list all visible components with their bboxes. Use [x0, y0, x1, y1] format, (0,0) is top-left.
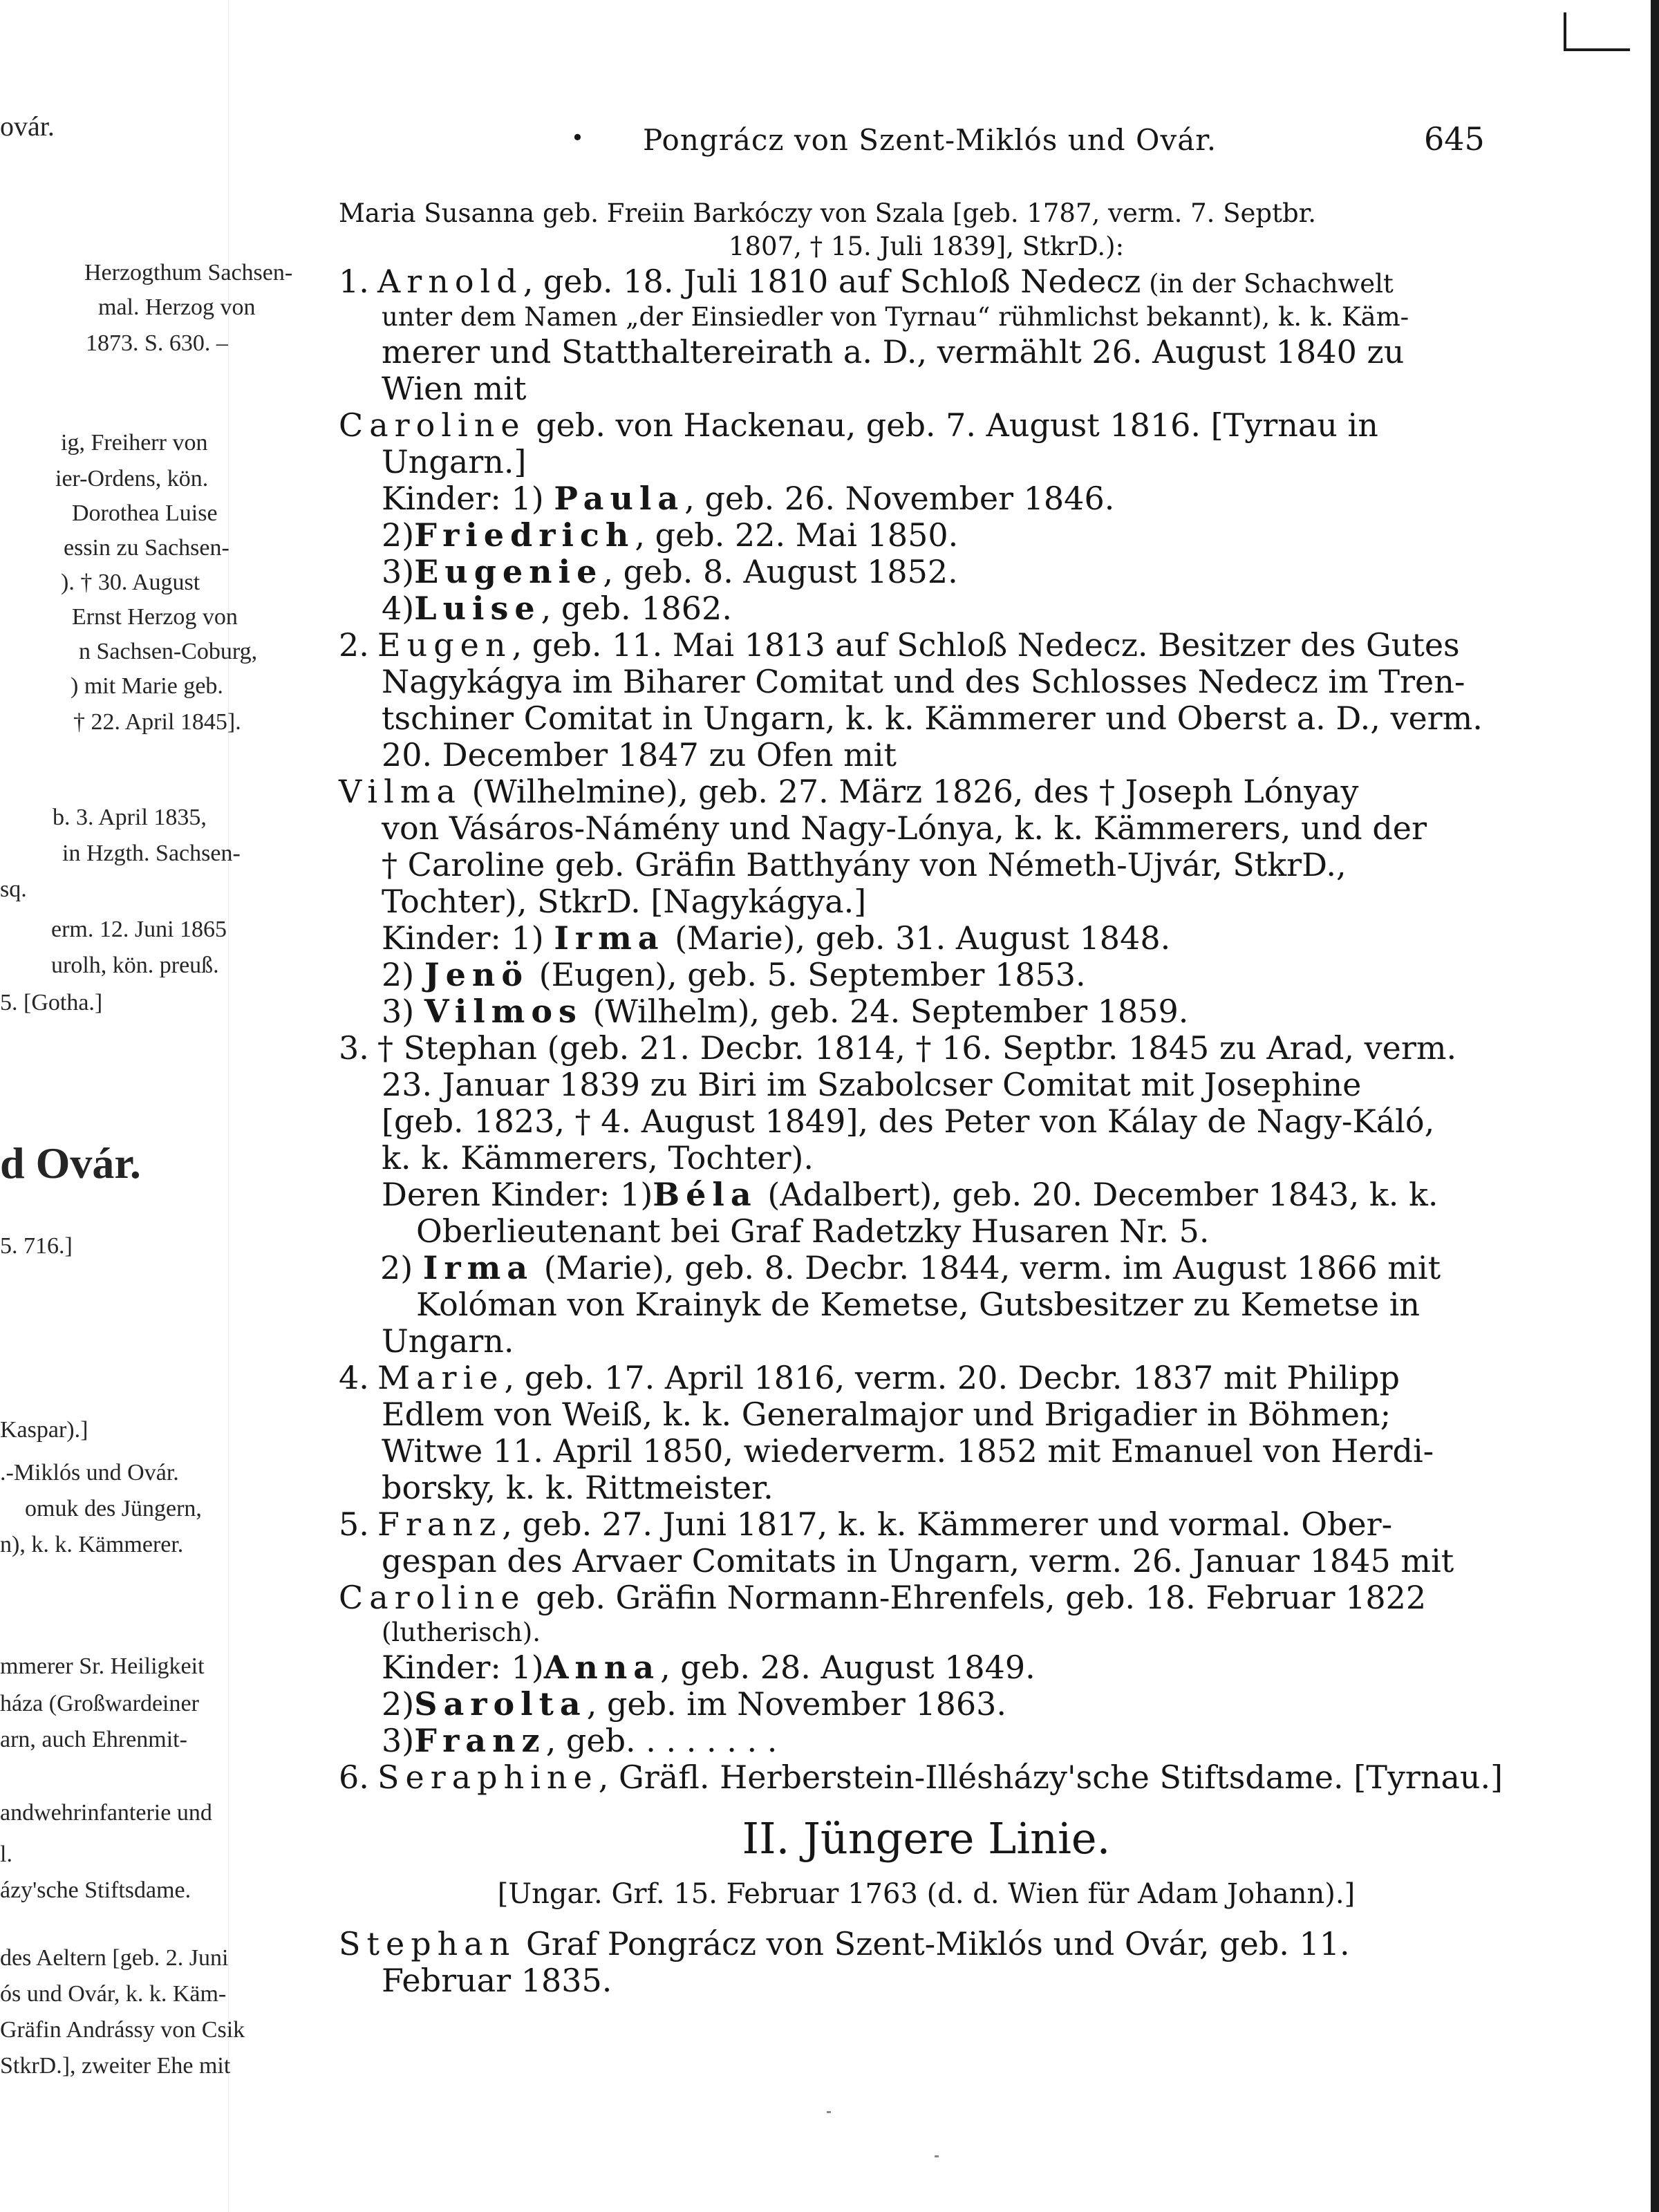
- person-name: Stephan: [339, 1925, 516, 1962]
- spine-text: ovár.: [0, 111, 55, 142]
- kid-number: 1): [511, 480, 544, 517]
- header-mark: •: [571, 124, 584, 151]
- kid-number: 4): [382, 590, 415, 627]
- person-name: Friedrich: [414, 516, 635, 554]
- kid-number: 2): [382, 956, 415, 993]
- text-line: , geb. 27. Juni 1817, k. k. Kämmerer und vormal. Ober-: [502, 1506, 1393, 1543]
- spine-text: b. 3. April 1835,: [53, 805, 207, 830]
- child-entry-6: [339, 1759, 1514, 1796]
- text-line: Tochter), StkrD. [Nagykágya.]: [382, 883, 867, 920]
- page-edge-line: [1564, 48, 1630, 51]
- spine-text: mmerer Sr. Heiligkeit: [0, 1653, 205, 1679]
- child-entry-2: [339, 627, 1514, 664]
- spine-text: † 22. April 1845].: [73, 709, 241, 735]
- child-entry-4: [339, 1360, 1514, 1396]
- running-header: Pongrácz von Szent-Miklós und Ovár.: [643, 123, 1217, 157]
- text-line: (Marie), geb. 8. Decbr. 1844, verm. im August 1866 mit: [534, 1249, 1441, 1286]
- spine-text: ós und Ovár, k. k. Käm-: [0, 1981, 227, 2007]
- spine-text: l.: [0, 1841, 12, 1867]
- text-line: , geb. 18. Juli 1810 auf Schloß Nedecz: [523, 263, 1141, 300]
- text-line: (lutherisch).: [382, 1618, 541, 1647]
- kid-number: 2): [382, 1685, 415, 1723]
- text-line: Kolóman von Krainyk de Kemetse, Gutsbesitzer zu Kemetse in: [416, 1286, 1421, 1323]
- print-speck: [935, 2155, 939, 2157]
- text-line: Oberlieutenant bei Graf Radetzky Husaren Nr. 5.: [416, 1212, 1210, 1250]
- text-line: gespan des Arvaer Comitats in Ungarn, verm. 26. Januar 1845 mit: [382, 1542, 1454, 1580]
- spouse-line: [339, 407, 1514, 444]
- kids-line: [339, 480, 1514, 517]
- text-line: , geb. 11. Mai 1813 auf Schloß Nedecz. Besitzer des Gutes: [512, 626, 1460, 664]
- kid-number: 3): [382, 993, 415, 1030]
- text-line: (Wilhelm), geb. 24. September 1859.: [582, 993, 1189, 1030]
- person-name: Arnold: [377, 263, 523, 300]
- entry-number: 1.: [339, 263, 369, 300]
- kid-number: 1): [511, 1649, 544, 1686]
- text-line: , geb. 26. November 1846.: [684, 480, 1115, 517]
- text-line: (Wilhelmine), geb. 27. März 1826, des † Joseph Lónyay: [461, 773, 1359, 810]
- text-line: von Vásáros-Námény und Nagy-Lónya, k. k. Kämmerers, und der: [382, 809, 1427, 847]
- person-name: Eugen: [377, 626, 512, 664]
- spine-text: 5. 716.]: [0, 1233, 73, 1259]
- adjacent-page-fragment: [0, 0, 293, 2212]
- kids-line: [339, 1686, 1514, 1723]
- spine-text: ) mit Marie geb.: [71, 673, 223, 699]
- kids-line: [339, 1250, 1514, 1286]
- person-name: Caroline: [339, 406, 526, 444]
- person-name: Eugenie: [414, 553, 603, 590]
- spine-text: ig, Freiherr von: [61, 430, 208, 456]
- text-line: 23. Januar 1839 zu Biri im Szabolcser Comitat mit Josephine: [382, 1066, 1362, 1103]
- person-name: Paula: [554, 480, 685, 517]
- text-line: geb. Gräfin Normann-Ehrenfels, geb. 18. Februar 1822: [525, 1579, 1427, 1616]
- text-line: (Eugen), geb. 5. September 1853.: [529, 956, 1086, 993]
- person-name: Caroline: [339, 1579, 526, 1616]
- text-line: geb. von Hackenau, geb. 7. August 1816. [Tyrnau in: [525, 406, 1378, 444]
- spouse-line: [339, 774, 1514, 810]
- spine-text: ier-Ordens, kön.: [55, 466, 209, 491]
- person-name: Franz: [414, 1722, 546, 1759]
- text-line: † Caroline geb. Gräfin Batthyány von Németh-Ujvár, StkrD.,: [382, 846, 1347, 883]
- text-line: 20. December 1847 zu Ofen mit: [382, 736, 897, 774]
- entry-number: 4.: [339, 1359, 369, 1396]
- kids-line: [339, 1177, 1514, 1213]
- kid-number: 3): [382, 1722, 415, 1759]
- text-line: † Stephan (geb. 21. Decbr. 1814, † 16. Septbr. 1845 zu Arad, verm.: [377, 1029, 1457, 1067]
- page-number: 645: [1424, 120, 1485, 158]
- text-line: Graf Pongrácz von Szent-Miklós und Ovár, geb. 11.: [516, 1925, 1350, 1962]
- person-name: Jenö: [424, 956, 529, 993]
- kid-number: 1): [620, 1176, 653, 1213]
- page-edge-shadow: [1651, 0, 1659, 2212]
- spine-text: erm. 12. Juni 1865: [51, 917, 227, 942]
- child-entry-1: [339, 263, 1514, 301]
- spine-text: essin zu Sachsen-: [64, 535, 229, 561]
- page-edge-line: [1564, 12, 1566, 51]
- person-name: Béla: [653, 1176, 758, 1213]
- entry-number: 6.: [339, 1759, 369, 1796]
- text-line: , geb. 1862.: [541, 590, 732, 627]
- print-speck: [827, 2111, 831, 2113]
- spine-text: n Sachsen-Coburg,: [79, 639, 258, 664]
- text-line: , geb. 17. April 1816, verm. 20. Decbr. 1837 mit Philipp: [504, 1359, 1400, 1396]
- kid-number: 3): [382, 553, 415, 590]
- entry-number: 5.: [339, 1506, 369, 1543]
- person-name: Franz: [377, 1506, 503, 1543]
- person-name: Anna: [543, 1649, 661, 1686]
- person-name: Irma: [554, 919, 665, 957]
- person-name: Vilma: [339, 773, 462, 810]
- spine-text: arn, auch Ehrenmit-: [0, 1727, 187, 1752]
- spine-text: Kaspar).]: [0, 1417, 88, 1443]
- spine-text: andwehrinfanterie und: [0, 1800, 212, 1826]
- spine-text: Dorothea Luise: [72, 500, 218, 526]
- text-line: tschiner Comitat in Ungarn, k. k. Kämmerer und Oberst a. D., verm.: [382, 700, 1483, 737]
- section-note: [Ungar. Grf. 15. Februar 1763 (d. d. Wien für Adam Johann).]: [497, 1878, 1356, 1910]
- spine-text: 5. [Gotha.]: [0, 990, 103, 1015]
- kid-number: 2): [382, 516, 415, 554]
- main-text: [339, 197, 1514, 1999]
- kids-line: [339, 554, 1514, 590]
- text-line: k. k. Kämmerers, Tochter).: [382, 1139, 814, 1177]
- spine-text: in Hzgth. Sachsen-: [62, 841, 241, 866]
- text-note: (in der Schachwelt: [1141, 269, 1394, 299]
- spine-text: n), k. k. Kämmerer.: [0, 1532, 184, 1557]
- spine-text: ). † 30. August: [61, 570, 200, 595]
- spine-text: sq.: [0, 877, 27, 902]
- spine-text: háza (Großwardeiner: [0, 1691, 199, 1716]
- text-line: Edlem von Weiß, k. k. Generalmajor und Brigadier in Böhmen;: [382, 1396, 1391, 1433]
- text-line: (Adalbert), geb. 20. December 1843, k. k.: [757, 1176, 1438, 1213]
- text-line: 1807, † 15. Juli 1839], StkrD.):: [728, 232, 1125, 261]
- text-line: , geb. 28. August 1849.: [660, 1649, 1035, 1686]
- spine-text: .-Miklós und Ovár.: [0, 1460, 179, 1485]
- text-line: , geb. 22. Mai 1850.: [635, 516, 959, 554]
- kids-line: [339, 1723, 1514, 1759]
- kids-label: Kinder:: [382, 919, 512, 957]
- text-line: Maria Susanna geb. Freiin Barkóczy von Szala [geb. 1787, verm. 7. Septbr.: [339, 198, 1317, 228]
- text-line: (Marie), geb. 31. August 1848.: [664, 919, 1171, 957]
- person-name: Luise: [414, 590, 541, 627]
- spine-text: Ernst Herzog von: [72, 604, 238, 630]
- text-line: Februar 1835.: [382, 1962, 612, 1999]
- person-name: Marie: [377, 1359, 505, 1396]
- kids-line: [339, 1649, 1514, 1686]
- text-line: , geb. 8. August 1852.: [603, 553, 958, 590]
- spine-text: urolh, kön. preuß.: [51, 953, 219, 978]
- text-line: , geb. . . . . . . .: [545, 1722, 778, 1759]
- spine-text: Herzogthum Sachsen-: [84, 260, 293, 285]
- kid-number: 1): [511, 919, 544, 957]
- child-entry-3: [339, 1030, 1514, 1067]
- kids-label: Kinder:: [382, 480, 512, 517]
- lineage-head: [339, 1926, 1514, 1962]
- spine-text: des Aeltern [geb. 2. Juni: [0, 1945, 229, 1971]
- text-line: Wien mit: [382, 370, 527, 407]
- section-title: II. Jüngere Linie.: [742, 1813, 1111, 1864]
- person-name: Seraphine: [377, 1759, 599, 1796]
- text-line: , geb. im November 1863.: [586, 1685, 1007, 1723]
- spine-text: ázy'sche Stiftsdame.: [0, 1877, 191, 1903]
- kids-line: [339, 957, 1514, 993]
- kids-label: Kinder:: [382, 1649, 512, 1686]
- text-line: Ungarn.]: [382, 443, 527, 480]
- kids-line: [339, 920, 1514, 957]
- spine-text: Gräfin Andrássy von Csik: [0, 2017, 245, 2043]
- text-line: merer und Statthaltereirath a. D., vermählt 26. August 1840 zu: [382, 333, 1405, 371]
- text-line: borsky, k. k. Rittmeister.: [382, 1469, 774, 1506]
- spouse-line: [339, 1580, 1514, 1616]
- spine-text: 1873. S. 630. –: [86, 330, 228, 356]
- kids-line: [339, 993, 1514, 1030]
- kids-line: [339, 590, 1514, 627]
- text-line: Witwe 11. April 1850, wiederverm. 1852 mit Emanuel von Herdi-: [382, 1432, 1434, 1470]
- person-name: Vilmos: [424, 993, 583, 1030]
- entry-number: 3.: [339, 1029, 369, 1067]
- person-name: Irma: [422, 1249, 534, 1286]
- text-line: unter dem Namen „der Einsiedler von Tyrnau“ rühmlichst bekannt), k. k. Käm-: [382, 302, 1409, 332]
- entry-number: 2.: [339, 626, 369, 664]
- text-line: Nagykágya im Biharer Comitat und des Schlosses Nedecz im Tren-: [382, 663, 1465, 700]
- kids-label: Deren Kinder:: [382, 1176, 621, 1213]
- spine-text: omuk des Jüngern,: [25, 1496, 202, 1521]
- spine-heading: d Ovár.: [0, 1138, 141, 1188]
- spine-text: mal. Herzog von: [98, 294, 256, 320]
- spine-text: StkrD.], zweiter Ehe mit: [0, 2053, 231, 2079]
- kid-number: 2): [380, 1249, 413, 1286]
- person-name: Sarolta: [414, 1685, 587, 1723]
- text-line: , Gräfl. Herberstein-Illésházy'sche Stiftsdame. [Tyrnau.]: [598, 1759, 1503, 1796]
- kids-line: [339, 517, 1514, 554]
- text-line: Ungarn.: [382, 1322, 514, 1360]
- text-line: [geb. 1823, † 4. August 1849], des Peter von Kálay de Nagy-Káló,: [382, 1103, 1435, 1140]
- child-entry-5: [339, 1506, 1514, 1543]
